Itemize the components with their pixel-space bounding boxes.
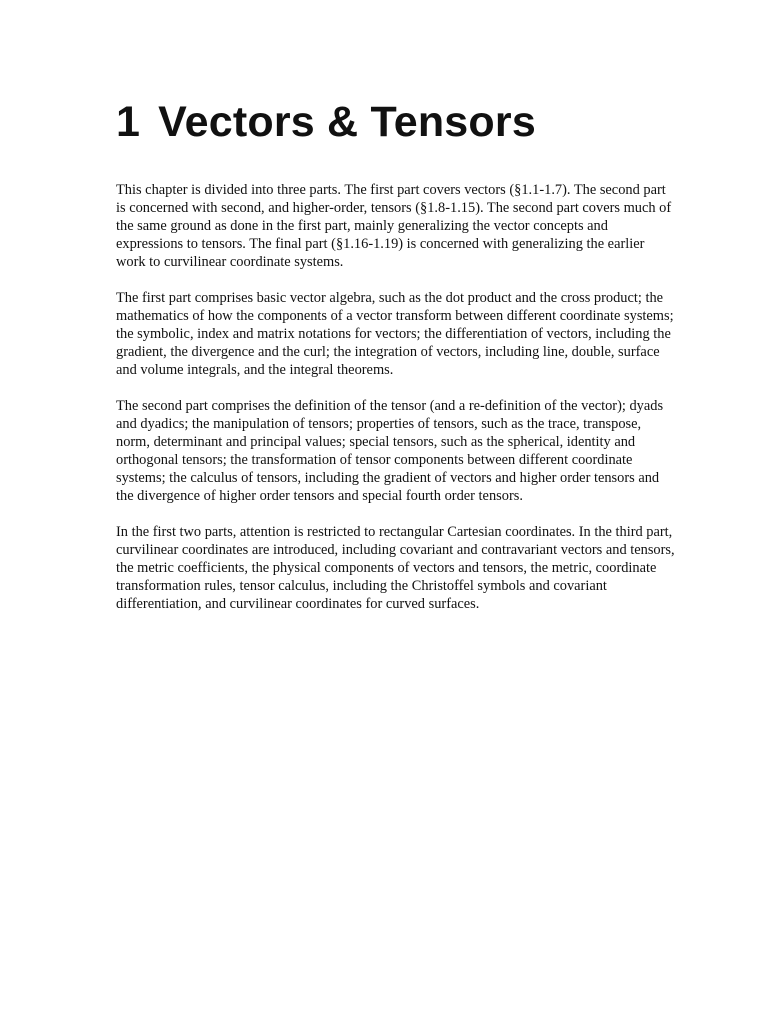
paragraph-third-part: In the first two parts, attention is restricted to rectangular Cartesian coordinates. In the third part, curvilinear coordinates are introduced, including covariant and contravariant vectors and tensors, the metric coefficients, the physical components of vectors and tensors, the metric, coordinate transformation rules, tensor calculus, including the Christoffel symbols and covariant differentiation, and curvilinear coordinates for curved surfaces.: [116, 524, 675, 612]
paragraph-first-part: The first part comprises basic vector algebra, such as the dot product and the cross product; the mathematics of how the components of a vector transform between different coordinate systems; the symbolic, index and matrix notations for vectors; the differentiation of vectors, including the gradient, the divergence and the curl; the integration of vectors, including line, double, surface and volume integrals, and the integral theorems.: [116, 290, 674, 378]
chapter-number: 1: [116, 98, 141, 146]
chapter-title: Vectors & Tensors: [158, 98, 536, 146]
paragraph-second-part: The second part comprises the definition of the tensor (and a re-definition of the vector); dyads and dyadics; the manipulation of tensors; properties of tensors, such as the trace, transpose, norm, determinant and principal values; special tensors, such as the spherical, identity and orthogonal tensors; the transformation of tensor components between different coordinate systems; the calculus of tensors, including the gradient of vectors and higher order tensors and the divergence of higher order tensors and special fourth order tensors.: [116, 398, 664, 504]
paragraph-intro: This chapter is divided into three parts. The first part covers vectors (§1.1-1.7). The second part is concerned with second, and higher-order, tensors (§1.8-1.15). The second part covers much of the same ground as done in the first part, mainly generalizing the vector concepts and expressions to tensors. The final part (§1.16-1.19) is concerned with generalizing the earlier work to curvilinear coordinate systems.: [116, 182, 672, 270]
chapter-heading: [116, 96, 536, 148]
chapter-body: [116, 181, 676, 631]
